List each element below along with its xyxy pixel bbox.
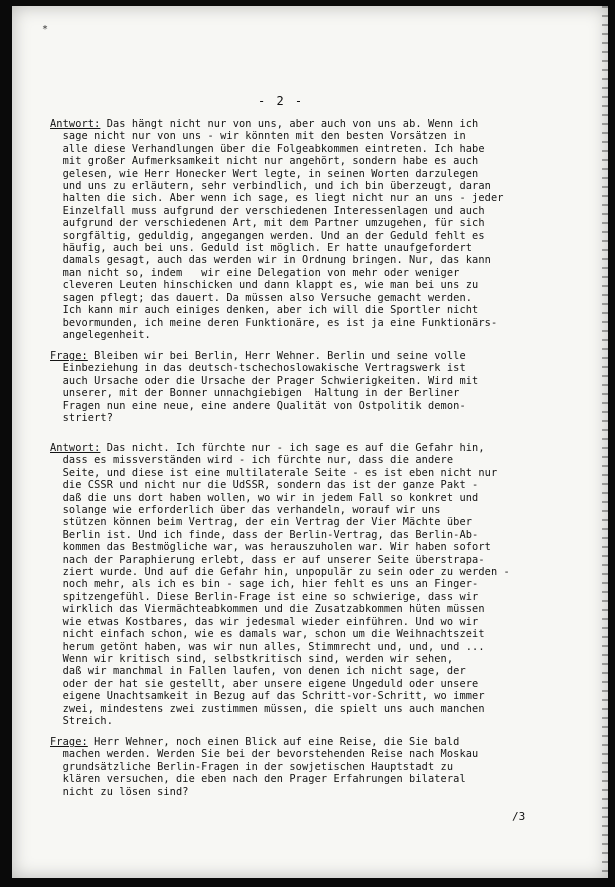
- text-line-content: Das nicht. Ich fürchte nur - ich sage es auf die Gefahr hin,: [100, 442, 485, 454]
- text-line: daß wir manchmal in Fallen laufen, von denen ich nicht sage, der: [50, 665, 466, 678]
- text-line: wirklich das Viermächteabkommen und die Zusatzabkommen hüten müssen: [50, 603, 485, 616]
- text-line: Fragen nun eine neue, eine andere Qualität von Ostpolitik demon-: [50, 399, 466, 412]
- text-line: sorgfältig, geduldig, angegangen werden. Und an der Geduld fehlt es: [50, 229, 485, 242]
- text-line: striert?: [50, 412, 113, 425]
- text-line: Wenn wir kritisch sind, selbstkritisch sind, werden wir sehen,: [50, 652, 454, 665]
- text-line: man nicht so, indem wir eine Delegation von mehr oder weniger: [50, 266, 460, 279]
- text-line: Streich.: [50, 714, 113, 727]
- text-line: alle diese Verhandlungen über die Folgeabkommen eintreten. Ich habe: [50, 142, 485, 155]
- text-line: wie etwas Kostbares, das wir jedesmal wieder einführen. Und wo wir: [50, 615, 479, 628]
- text-line: gelesen, wie Herr Honecker Wert legte, in seinen Worten darzulegen: [50, 167, 479, 180]
- question-block: [50, 350, 590, 424]
- text-line: noch mehr, als ich es bin - sage ich, hier fehlt es uns an Finger-: [50, 578, 479, 591]
- text-line: Berlin ist. Und ich finde, dass der Berlin-Vertrag, das Berlin-Ab-: [50, 528, 479, 541]
- text-line: nach der Paraphierung erlebt, dass er auf unserer Seite überstrapa-: [50, 553, 485, 566]
- text-line: herum getönt haben, was wir nun alles, Stimmrecht und, und, und ...: [50, 640, 485, 653]
- text-line: sagen pflegt; das dauert. Da müssen also Versuche gemacht werden.: [50, 291, 473, 304]
- text-line: [50, 736, 590, 748]
- text-line: Seite, und diese ist eine multilaterale Seite - es ist eben nicht nur: [50, 466, 498, 479]
- text-line: Ich kann mir auch einiges denken, aber ich will die Sportler nicht: [50, 304, 479, 317]
- text-line: halten die sich. Aber wenn ich sage, es liegt nicht nur an uns - jeder: [50, 192, 504, 205]
- text-line: [50, 350, 590, 362]
- text-line: sage nicht nur von uns - wir könnten mit den besten Vorsätzen in: [50, 130, 466, 143]
- text-line: nicht zu lösen sind?: [50, 785, 189, 798]
- text-line: dass es missverständen wird - ich fürchte nur, dass die andere: [50, 454, 454, 467]
- text-line: eigene Unachtsamkeit in Bezug auf das Schritt-vor-Schritt, wo immer: [50, 690, 485, 703]
- text-line: nicht einfach schon, wie es damals war, schon um die Weihnachtszeit: [50, 628, 485, 641]
- punch-mark: *: [42, 24, 49, 35]
- text-line: klären versuchen, die eben nach den Prager Erfahrungen bilateral: [50, 773, 466, 786]
- text-line: unserer, mit der Bonner unnachgiebigen Haltung in der Berliner: [50, 387, 460, 400]
- text-line: mit großer Aufmerksamkeit nicht nur angehört, sondern habe es auch: [50, 155, 479, 168]
- speaker-label: Frage:: [50, 736, 88, 748]
- text-line: [50, 118, 590, 130]
- question-block: [50, 736, 590, 798]
- answer-block: [50, 118, 590, 341]
- continuation-mark: /3: [512, 810, 526, 823]
- text-line: damals gesagt, auch das werden wir in Ordnung bringen. Nur, das kann: [50, 254, 491, 267]
- text-line: auch Ursache oder die Ursache der Prager Schwierigkeiten. Wird mit: [50, 374, 479, 387]
- speaker-label: Antwort:: [50, 118, 101, 130]
- text-line: grundsätzliche Berlin-Fragen in der sowjetischen Hauptstadt zu: [50, 760, 454, 773]
- typewritten-page: [12, 6, 608, 878]
- text-line: kommen das Bestmögliche war, was herauszuholen war. Wir haben sofort: [50, 541, 491, 554]
- text-line-content: Das hängt nicht nur von uns, aber auch von uns ab. Wenn ich: [100, 118, 479, 130]
- page-number: - 2 -: [258, 94, 305, 108]
- text-line: daß die uns dort haben wollen, wo wir in jedem Fall so konkret und: [50, 491, 479, 504]
- text-line: Einbeziehung in das deutsch-tschechoslowakische Vertragswerk ist: [50, 362, 466, 375]
- answer-block: [50, 442, 590, 727]
- text-line: [50, 442, 590, 454]
- text-line: zwei, mindestens zwei zustimmen müssen, die spielt uns auch manchen: [50, 702, 485, 715]
- text-line: machen werden. Werden Sie bei der bevorstehenden Reise nach Moskau: [50, 748, 479, 761]
- scan-edge: [602, 6, 608, 878]
- text-line: ziert wurde. Und auf die Gefahr hin, unpopulär zu sein oder zu werden -: [50, 566, 510, 579]
- text-line: Einzelfall muss aufgrund der verschiedenen Interessenlagen und auch: [50, 204, 485, 217]
- text-line: häufig, auch bei uns. Geduld ist möglich. Er hatte unaufgefordert: [50, 242, 473, 255]
- text-line: und uns zu erläutern, sehr verbindlich, und ich bin überzeugt, daran: [50, 180, 491, 193]
- text-line: spitzengefühl. Diese Berlin-Frage ist eine so schwierige, dass wir: [50, 590, 479, 603]
- text-line-content: Bleiben wir bei Berlin, Herr Wehner. Berlin und seine volle: [87, 350, 466, 362]
- text-line-content: Herr Wehner, noch einen Blick auf eine Reise, die Sie bald: [87, 736, 460, 748]
- text-line: angelegenheit.: [50, 328, 151, 341]
- text-line: bevormunden, ich meine deren Funktionäre, es ist ja eine Funktionärs-: [50, 316, 498, 329]
- text-line: solange wie erforderlich über das verhandeln, worauf wir uns: [50, 504, 441, 517]
- text-line: aufgrund der verschiedenen Art, mit dem Partner umzugehen, für sich: [50, 217, 485, 230]
- text-line: oder der hat sie gestellt, aber unsere eigene Ungeduld oder unsere: [50, 677, 479, 690]
- text-line: die CSSR und nicht nur die UdSSR, sondern das ist der ganze Pakt -: [50, 479, 479, 492]
- text-line: cleveren Leuten hinschicken und dann klappt es, wie man bei uns zu: [50, 279, 479, 292]
- text-line: stützen können beim Vertrag, der ein Vertrag der Vier Mächte über: [50, 516, 473, 529]
- speaker-label: Antwort:: [50, 442, 101, 454]
- speaker-label: Frage:: [50, 350, 88, 362]
